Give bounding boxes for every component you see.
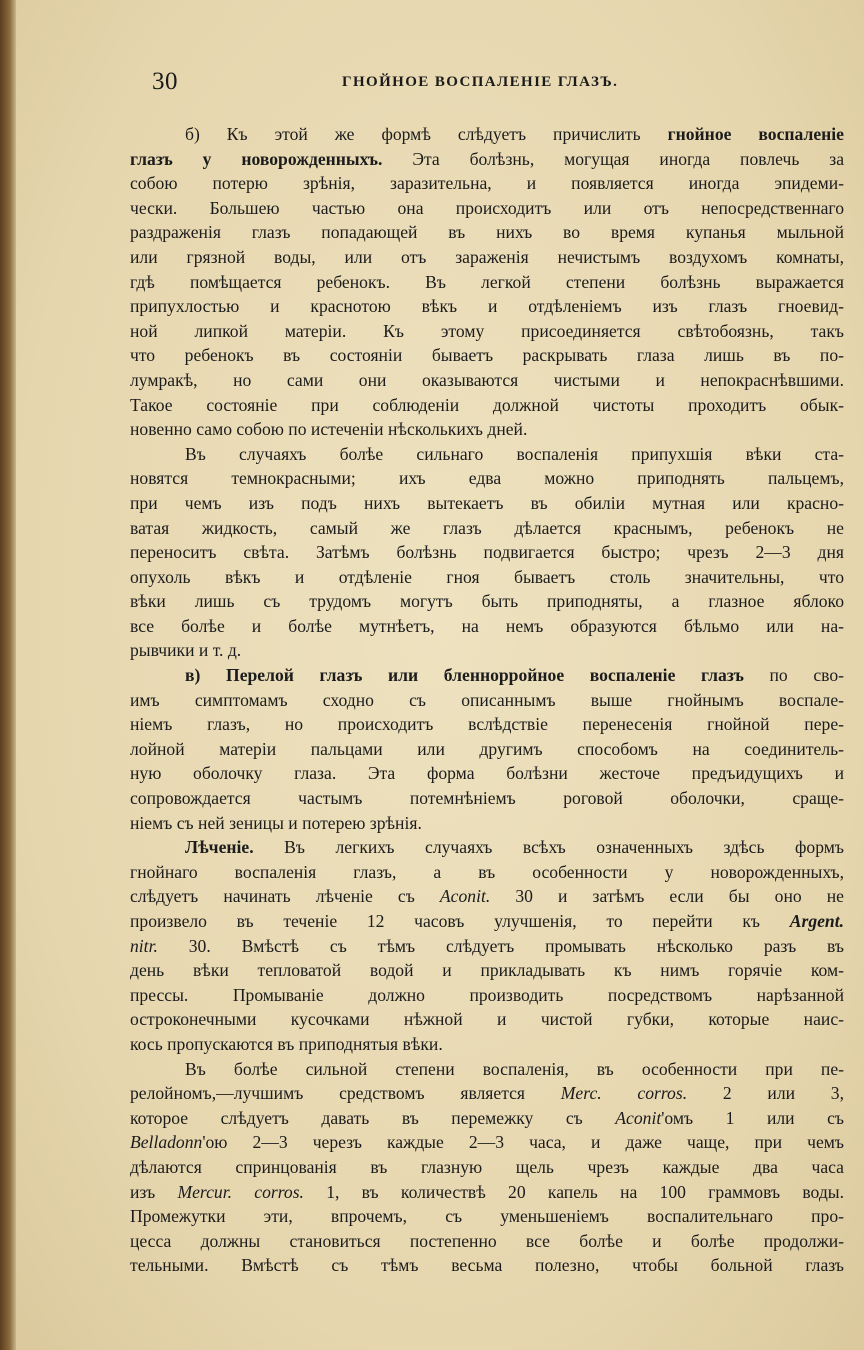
text-segment: 1, въ количествѣ 20 капель на 100 граммовъ воды. [303, 1181, 844, 1202]
text-segment: лумракѣ, но сами они оказываются чистыми и непокраснѣвшими. [130, 369, 844, 390]
text-line [130, 516, 844, 541]
text-segment: сопровождается частымъ потемнѣніемъ роговой оболочки, сраще- [130, 788, 844, 809]
text-line [130, 712, 844, 737]
text-line [130, 147, 844, 172]
text-segment: собою потерю зрѣнія, заразительна, и появляется иногда эпидеми- [130, 173, 844, 194]
page-number: 30 [152, 68, 178, 95]
body-text [130, 122, 844, 1278]
text-segment: прессы. Промываніе должно производить посредствомъ нарѣзанной [130, 984, 844, 1005]
text-segment: Aconit [615, 1107, 662, 1128]
text-line [130, 663, 844, 688]
text-line [130, 466, 844, 491]
text-line [130, 1007, 844, 1032]
text-line [130, 688, 844, 713]
text-segment: 'ою 2—3 черезъ каждые 2—3 часа, и даже чаще, при чемъ [202, 1132, 844, 1153]
text-line [130, 786, 844, 811]
text-segment: Belladonn [130, 1132, 203, 1153]
text-line [130, 589, 844, 614]
text-line [130, 368, 844, 393]
text-segment: опухоль вѣкъ и отдѣленіе гноя бываетъ столь значительны, что [130, 566, 844, 587]
text-line [130, 1253, 844, 1278]
text-segment: ную оболочку глаза. Эта форма болѣзни жесточе предъидущихъ и [130, 763, 844, 784]
text-segment: вѣки лишь съ трудомъ могутъ быть приподняты, а глазное яблоко [130, 591, 844, 612]
text-line [130, 442, 844, 467]
text-line [130, 1032, 844, 1057]
text-line [130, 270, 844, 295]
text-segment: что ребенокъ въ состояніи бываетъ раскрывать глаза лишь въ по- [130, 345, 844, 366]
text-segment: ніемъ глазъ, но происходитъ вслѣдствіе перенесенія гнойной пере- [130, 714, 844, 735]
text-segment: дѣлаются спринцованія въ глазную щель чрезъ каждые два часа [130, 1156, 844, 1177]
text-line [130, 245, 844, 270]
text-segment: чески. Большею частью она происходитъ или отъ непосредственнаго [130, 197, 844, 218]
text-segment: день вѣки тепловатой водой и прикладывать къ нимъ горячіе ком- [130, 960, 844, 981]
text-segment: Въ случаяхъ болѣе сильнаго воспаленія припухшія вѣки ста- [185, 443, 844, 464]
text-line [130, 417, 844, 442]
text-segment: Промежутки эти, впрочемъ, съ уменьшеніемъ воспалительнаго про- [130, 1206, 844, 1227]
book-spine [0, 0, 16, 1350]
text-segment: которое слѣдуетъ давать въ перемежку съ [130, 1107, 616, 1128]
text-segment: 2 или 3, [687, 1083, 844, 1104]
text-segment: имъ симптомамъ сходно съ описаннымъ выше гнойнымъ воспале- [130, 689, 844, 710]
text-segment: гнойное воспаленіе [667, 124, 844, 144]
text-line [130, 319, 844, 344]
text-line [130, 1204, 844, 1229]
text-line [130, 220, 844, 245]
text-line [130, 1229, 844, 1254]
text-segment: Aconit. [439, 886, 491, 907]
text-line [130, 1155, 844, 1180]
text-line [130, 171, 844, 196]
text-segment: переноситъ свѣта. Затѣмъ болѣзнь подвигается быстро; чрезъ 2—3 дня [130, 542, 844, 563]
text-line [130, 958, 844, 983]
text-segment: по сво- [743, 665, 844, 686]
text-line [130, 393, 844, 418]
text-segment: Mercur. corros. [177, 1181, 304, 1202]
text-line [130, 343, 844, 368]
text-segment: Merc. corros. [560, 1083, 688, 1104]
text-segment: новятся темнокрасными; ихъ едва можно приподнять пальцемъ, [130, 468, 844, 489]
text-line [130, 1106, 844, 1131]
text-segment: новенно само собою по истеченіи нѣсколькихъ дней. [130, 419, 528, 440]
text-segment: кось пропускаются въ приподнятыя вѣки. [130, 1033, 443, 1054]
text-segment: 30 и затѣмъ если бы оно не [490, 886, 844, 907]
text-segment: Такое состояніе при соблюденіи должной чистоты проходитъ обык- [130, 394, 844, 415]
text-line [130, 1130, 844, 1155]
text-line [130, 811, 844, 836]
text-line [130, 909, 844, 934]
text-segment: гдѣ помѣщается ребенокъ. Въ легкой степени болѣзнь выражается [130, 271, 844, 292]
text-line [130, 884, 844, 909]
text-segment: изъ [130, 1181, 178, 1202]
running-title: ГНОЙНОЕ ВОСПАЛЕНІЕ ГЛАЗЪ. [342, 74, 619, 90]
text-segment: Въ болѣе сильной степени воспаленія, въ особенности при пе- [185, 1058, 844, 1079]
text-line [130, 196, 844, 221]
page-header [152, 68, 864, 102]
text-line [130, 1057, 844, 1082]
text-segment: цесса должны становиться постепенно все болѣе и болѣе продолжи- [130, 1230, 844, 1251]
text-segment: припухлостью и краснотою вѣкъ и отдѣленіемъ изъ глазъ гноевид- [130, 296, 844, 317]
text-line [130, 1180, 844, 1205]
text-segment: релойномъ,—лучшимъ средствомъ является [130, 1083, 561, 1104]
text-segment: тельными. Вмѣстѣ съ тѣмъ весьма полезно, чтобы больной глазъ [130, 1255, 844, 1276]
text-segment: ніемъ съ ней зеницы и потерею зрѣнія. [130, 812, 422, 833]
text-segment: Въ легкихъ случаяхъ всѣхъ означенныхъ здѣсь формъ [253, 837, 844, 858]
text-segment: раздраженія глазъ попадающей въ нихъ во время купанья мыльной [130, 222, 844, 243]
text-line [130, 835, 844, 860]
text-segment: Эта болѣзнь, могущая иногда повлечь за [382, 148, 844, 169]
text-line [130, 294, 844, 319]
text-segment: глазъ у новорожденныхъ. [130, 148, 383, 169]
text-segment: в) Перелой глазъ или бленнорройное воспаленіе глазъ [185, 665, 744, 686]
text-line [130, 1081, 844, 1106]
text-segment: произвело въ теченіе 12 часовъ улучшенія, то перейти къ [130, 911, 790, 931]
text-segment: остроконечными кусочками нѣжной и чистой губки, которые наис- [130, 1009, 844, 1030]
text-segment: Argent. [789, 911, 844, 931]
text-line [130, 614, 844, 639]
text-line [130, 761, 844, 786]
text-line [130, 737, 844, 762]
text-segment: рывчики и т. д. [130, 640, 242, 661]
text-segment: гнойнаго воспаленія глазъ, а въ особенности у новорожденныхъ, [130, 861, 844, 882]
text-segment: nitr. [130, 935, 158, 956]
text-segment: слѣдуетъ начинать лѣченіе съ [130, 886, 440, 907]
text-segment: 30. Вмѣстѣ съ тѣмъ слѣдуетъ промывать нѣсколько разъ въ [157, 935, 844, 956]
text-segment: при чемъ изъ подъ нихъ вытекаетъ въ обиліи мутная или красно- [130, 492, 844, 513]
text-line [130, 934, 844, 959]
text-segment: или грязной воды, или отъ зараженія нечистымъ воздухомъ комнаты, [130, 246, 844, 267]
text-segment: Лѣченіе. [185, 837, 254, 858]
text-line [130, 983, 844, 1008]
text-segment: ватая жидкость, самый же глазъ дѣлается краснымъ, ребенокъ не [130, 517, 844, 538]
text-line [130, 540, 844, 565]
text-line [130, 860, 844, 885]
text-segment: б) Къ этой же формѣ слѣдуетъ причислить [185, 124, 668, 144]
text-segment: ной липкой матеріи. Къ этому присоединяется свѣтобоязнь, такъ [130, 320, 844, 341]
text-segment: все болѣе и болѣе мутнѣетъ, на немъ образуются бѣльмо или на- [130, 615, 844, 636]
text-line [130, 638, 844, 663]
text-line [130, 565, 844, 590]
text-line [130, 491, 844, 516]
text-segment: 'омъ 1 или съ [661, 1107, 844, 1128]
text-segment: лойной матеріи пальцами или другимъ способомъ на соединитель- [130, 738, 844, 759]
text-line [130, 122, 844, 147]
